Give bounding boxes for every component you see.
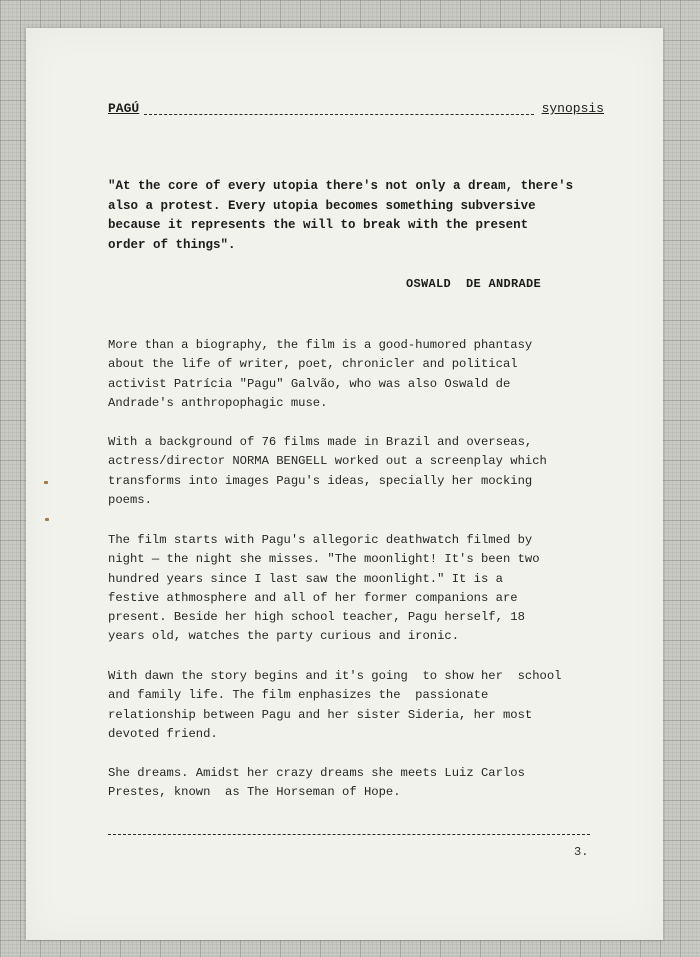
text-line: poems.: [108, 492, 152, 507]
text-line: about the life of writer, poet, chronicler and political: [108, 357, 518, 372]
text-line: The film starts with Pagu's allegoric deathwatch filmed by: [108, 533, 533, 547]
page-number: 3.: [574, 845, 589, 859]
text-line: transforms into images Pagu's ideas, specially her mocking: [108, 473, 533, 488]
paragraph-dreams: [108, 764, 618, 803]
paragraph-dawn: [108, 667, 618, 744]
page-header: [108, 101, 604, 121]
section-label: synopsis: [541, 101, 604, 116]
text-line: With a background of 76 films made in Brazil and overseas,: [108, 435, 533, 449]
quote-attribution: OSWALD DE ANDRADE: [406, 277, 542, 291]
text-line: With dawn the story begins and it's going to show her school: [108, 669, 562, 683]
quote-line: also a protest. Every utopia becomes something subversive: [108, 198, 536, 213]
paper-mark: [44, 481, 48, 484]
text-line: Andrade's anthropophagic muse.: [108, 395, 328, 410]
paragraph-background: [108, 433, 618, 510]
text-line: festive athmosphere and all of her former companions are: [108, 590, 518, 605]
quote-line: order of things".: [108, 238, 236, 253]
text-line: She dreams. Amidst her crazy dreams she meets Luiz Carlos: [108, 766, 525, 780]
text-line: night — the night she misses. "The moonlight! It's been two: [108, 552, 540, 567]
text-line: More than a biography, the film is a good-humored phantasy: [108, 338, 533, 352]
text-line: relationship between Pagu and her sister Sideria, her most: [108, 707, 533, 722]
paper-mark: [45, 518, 49, 521]
footer-dashed-rule: [108, 834, 590, 835]
text-line: actress/director NORMA BENGELL worked out a screenplay which: [108, 454, 547, 469]
text-line: Prestes, known as The Horseman of Hope.: [108, 785, 401, 800]
text-line: and family life. The film enphasizes the passionate: [108, 688, 489, 703]
text-line: years old, watches the party curious and ironic.: [108, 629, 460, 644]
quote-line: "At the core of every utopia there's not only a dream, there's: [108, 179, 574, 193]
header-dashed-rule: [144, 114, 534, 115]
text-line: present. Beside her high school teacher, Pagu herself, 18: [108, 610, 525, 625]
text-line: hundred years since I last saw the moonlight." It is a: [108, 571, 503, 586]
document-page: [26, 28, 663, 940]
document-title: PAGÚ: [108, 101, 140, 116]
paragraph-opening: [108, 531, 618, 647]
epigraph-quote: [108, 177, 608, 256]
text-line: devoted friend.: [108, 726, 218, 741]
text-line: activist Patrícia "Pagu" Galvão, who was also Oswald de: [108, 376, 511, 391]
paragraph-intro: [108, 336, 618, 413]
quote-line: because it represents the will to break with the present: [108, 218, 529, 233]
